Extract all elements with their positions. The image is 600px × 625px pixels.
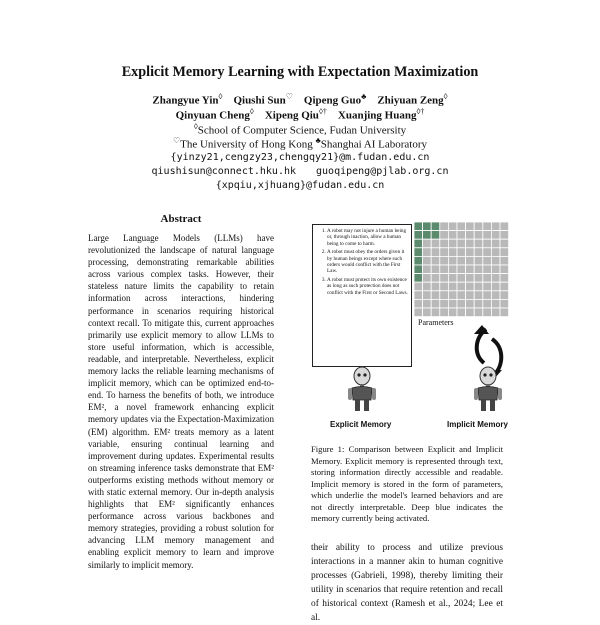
affiliation-line-1 [0, 122, 600, 137]
parameter-cell [414, 231, 423, 240]
abstract-text: Large Language Models (LLMs) have revolutionized the landscape of natural language processing, demonstrating remarkable abilities across various complex tasks. However, their stateless nature limits the capability to retain information across interactions, hindering performance in scenarios requiring historical context recall. To mitigate this, current approaches primarily use explicit memory to allow LLMs to store useful information, which is accessible, readable, and interpretable. Nevertheless, explicit memory lacks the reliable learning mechanisms of implicit memory, which can be optimized end-to-end. To harness the benefits of both, we introduce EM², a novel framework enhancing explicit memory updates via the Expectation-Maximization (EM) algorithm. EM² treats memory as a latent variable, ensuring continual learning and improvement during updates. Experimental results on streaming inference tasks demonstrate that EM² outperforms existing methods without memory or with static external memory. Our in-depth analysis highlights that EM² significantly enhances performance across various backbones and memory strategies, providing a robust solution for advancing LLM memory management and enabling explicit memory to learn and improve similarly to implicit memory. [88, 233, 274, 570]
parameter-cell [483, 274, 492, 283]
parameter-cell [474, 222, 483, 231]
rule-item: 3. A robot must protect its own existence as long as such protection does not conflict with the First or Second Laws. [327, 277, 408, 296]
parameter-cell [483, 308, 492, 317]
parameter-cell [448, 231, 457, 240]
parameter-cell [500, 256, 509, 265]
parameter-cell [500, 222, 509, 231]
parameter-cell [440, 222, 449, 231]
parameters-label: Parameters [418, 318, 454, 327]
parameter-cell [448, 282, 457, 291]
parameter-cell [491, 265, 500, 274]
parameter-cell [423, 248, 432, 257]
parameter-cell [414, 308, 423, 317]
email-line-3: {xpqiu,xjhuang}@fudan.edu.cn [215, 180, 385, 191]
parameter-cell [491, 308, 500, 317]
parameter-cell [474, 265, 483, 274]
author-mark: ◊† [416, 107, 425, 116]
parameter-cell [414, 282, 423, 291]
parameter-cell [423, 222, 432, 231]
author-mark: ♣ [361, 92, 367, 101]
parameter-cell [423, 239, 432, 248]
parameter-cell [423, 282, 432, 291]
parameter-cell [466, 282, 475, 291]
parameter-cell [448, 274, 457, 283]
parameter-cell [474, 256, 483, 265]
parameter-cell [466, 222, 475, 231]
parameter-cell [474, 239, 483, 248]
parameter-cell [500, 248, 509, 257]
parameter-cell [431, 299, 440, 308]
parameter-cell [483, 256, 492, 265]
parameter-cell [431, 308, 440, 317]
parameter-cell [466, 256, 475, 265]
parameter-cell [448, 256, 457, 265]
parameter-cell [431, 222, 440, 231]
affiliation-mark: ♣ [315, 136, 321, 145]
parameter-cell [414, 256, 423, 265]
parameter-cell [466, 265, 475, 274]
parameter-cell [440, 299, 449, 308]
author-mark: ♡ [285, 92, 293, 101]
parameter-cell [474, 282, 483, 291]
parameter-cell [423, 231, 432, 240]
author: Zhangyue Yin [152, 94, 219, 107]
affiliation: The University of Hong Kong [180, 138, 313, 151]
parameter-cell [448, 291, 457, 300]
parameter-cell [491, 291, 500, 300]
parameter-cell [457, 239, 466, 248]
affiliation-mark: ◊ [193, 122, 198, 131]
author: Xipeng Qiu [264, 109, 319, 122]
author: Xuanjing Huang [337, 109, 417, 122]
affiliation-mark: ♡ [172, 136, 181, 145]
author: Qipeng Guo [303, 94, 362, 107]
parameter-cell [431, 231, 440, 240]
author: Qiushi Sun [233, 94, 286, 107]
parameter-cell [491, 274, 500, 283]
parameter-cell [466, 248, 475, 257]
figure-caption: Figure 1: Comparison between Explicit and Implicit Memory. Explicit memory is represented through text, storing information directly accessible and readable. Implicit memory is stored in the form of parameters, which underlie the model's learned behaviors and are not directly interpretable. Deep blue indicates the memory currently being activated. [311, 444, 503, 523]
parameter-cell [414, 222, 423, 231]
parameter-cell [500, 282, 509, 291]
author-line-2 [0, 107, 600, 122]
parameter-cell [474, 308, 483, 317]
parameter-cell [440, 308, 449, 317]
parameter-cell [457, 291, 466, 300]
parameter-cell [500, 308, 509, 317]
parameter-cell [500, 231, 509, 240]
author-mark: ◊† [318, 107, 327, 116]
author-line-1 [0, 92, 600, 107]
parameter-cell [466, 231, 475, 240]
explicit-memory-label: Explicit Memory [330, 420, 392, 429]
parameter-cell [483, 231, 492, 240]
email: guoqipeng@pjlab.org.cn [316, 166, 449, 177]
parameter-cell [474, 231, 483, 240]
parameter-cell [431, 239, 440, 248]
parameter-cell [457, 256, 466, 265]
parameter-cell [448, 308, 457, 317]
parameter-cell [474, 274, 483, 283]
paper-title: Explicit Memory Learning with Expectation Maximization [121, 64, 479, 80]
rules-list [316, 228, 408, 296]
parameter-cell [423, 291, 432, 300]
arrow-head-up [474, 325, 489, 334]
parameter-cell [491, 239, 500, 248]
rule-item: 2. A robot must obey the orders given it by human beings except where such orders would conflict with the First Law. [327, 249, 408, 275]
affiliation: Shanghai AI Laboratory [320, 138, 428, 151]
parameter-cell [500, 299, 509, 308]
parameter-cell [414, 265, 423, 274]
parameter-cell [457, 265, 466, 274]
parameter-cell [440, 256, 449, 265]
parameter-cell [457, 299, 466, 308]
parameter-cell [483, 291, 492, 300]
robot-icon-explicit [344, 366, 380, 412]
parameter-cell [431, 248, 440, 257]
email-line-1: {yinzy21,cengzy23,chengqy21}@m.fudan.edu.cn [170, 152, 430, 163]
parameter-cell [457, 282, 466, 291]
parameter-cell [448, 239, 457, 248]
parameter-cell [483, 282, 492, 291]
parameter-cell [440, 274, 449, 283]
parameter-cell [500, 265, 509, 274]
parameter-cell [466, 274, 475, 283]
affiliation-line-2 [0, 136, 600, 151]
email: qiushisun@connect.hku.hk [151, 166, 297, 177]
parameter-cell [431, 274, 440, 283]
parameter-cell [466, 308, 475, 317]
parameter-cell [457, 308, 466, 317]
parameter-cell [483, 239, 492, 248]
author: Zhiyuan Zeng [377, 94, 444, 107]
parameter-cell [483, 248, 492, 257]
parameter-cell [491, 248, 500, 257]
parameter-cell [440, 231, 449, 240]
parameter-cell [414, 248, 423, 257]
parameter-cell [457, 231, 466, 240]
parameter-cell [423, 265, 432, 274]
parameter-cell [457, 222, 466, 231]
parameter-cell [474, 299, 483, 308]
parameter-cell [448, 265, 457, 274]
parameter-cell [500, 274, 509, 283]
parameter-cell [440, 248, 449, 257]
parameter-cell [474, 248, 483, 257]
rule-item: 1. A robot may not injure a human being or, through inaction, allow a human being to come to harm. [327, 228, 408, 247]
parameter-cell [483, 222, 492, 231]
abstract-heading: Abstract [160, 213, 202, 225]
parameter-cell [423, 308, 432, 317]
parameter-cell [457, 274, 466, 283]
author: Qinyuan Cheng [175, 109, 250, 122]
author-mark: ◊ [443, 92, 448, 101]
parameter-cell [483, 265, 492, 274]
parameter-cell [500, 291, 509, 300]
email-line-2 [0, 166, 600, 177]
author-mark: ◊ [218, 92, 223, 101]
explicit-memory-rules-box [312, 224, 412, 367]
parameter-cell [466, 291, 475, 300]
parameter-cell [448, 248, 457, 257]
parameter-cell [457, 248, 466, 257]
parameter-cell [414, 274, 423, 283]
parameter-cell [500, 239, 509, 248]
body-text: their ability to process and utilize previous interactions in a manner akin to human cognitive processes (Gabrieli, 1998), thereby limiting their utility in scenarios that require retention and recall of historical context (Ramesh et al., 2024; Lee et al. [311, 543, 503, 623]
parameter-cell [423, 256, 432, 265]
parameter-cell [448, 222, 457, 231]
parameter-cell [423, 274, 432, 283]
robot-icon-implicit [470, 366, 506, 412]
parameter-cell [466, 299, 475, 308]
parameter-cell [414, 299, 423, 308]
implicit-memory-label: Implicit Memory [447, 420, 508, 429]
parameter-cell [440, 291, 449, 300]
parameter-cell [431, 256, 440, 265]
parameter-cell [431, 291, 440, 300]
parameter-cell [440, 265, 449, 274]
arrow-left [477, 329, 486, 363]
parameter-cell [423, 299, 432, 308]
parameter-cell [483, 299, 492, 308]
parameter-cell [491, 222, 500, 231]
parameters-grid [414, 222, 510, 318]
parameter-cell [431, 265, 440, 274]
parameter-cell [448, 299, 457, 308]
parameter-cell [474, 291, 483, 300]
parameter-cell [414, 239, 423, 248]
parameter-cell [491, 299, 500, 308]
author-mark: ◊ [249, 107, 254, 116]
parameter-cell [491, 282, 500, 291]
parameter-cell [414, 291, 423, 300]
parameter-cell [440, 282, 449, 291]
parameter-cell [431, 282, 440, 291]
parameter-cell [491, 231, 500, 240]
affiliation: School of Computer Science, Fudan University [197, 124, 407, 137]
parameter-cell [440, 239, 449, 248]
parameter-cell [491, 256, 500, 265]
parameter-cell [466, 239, 475, 248]
